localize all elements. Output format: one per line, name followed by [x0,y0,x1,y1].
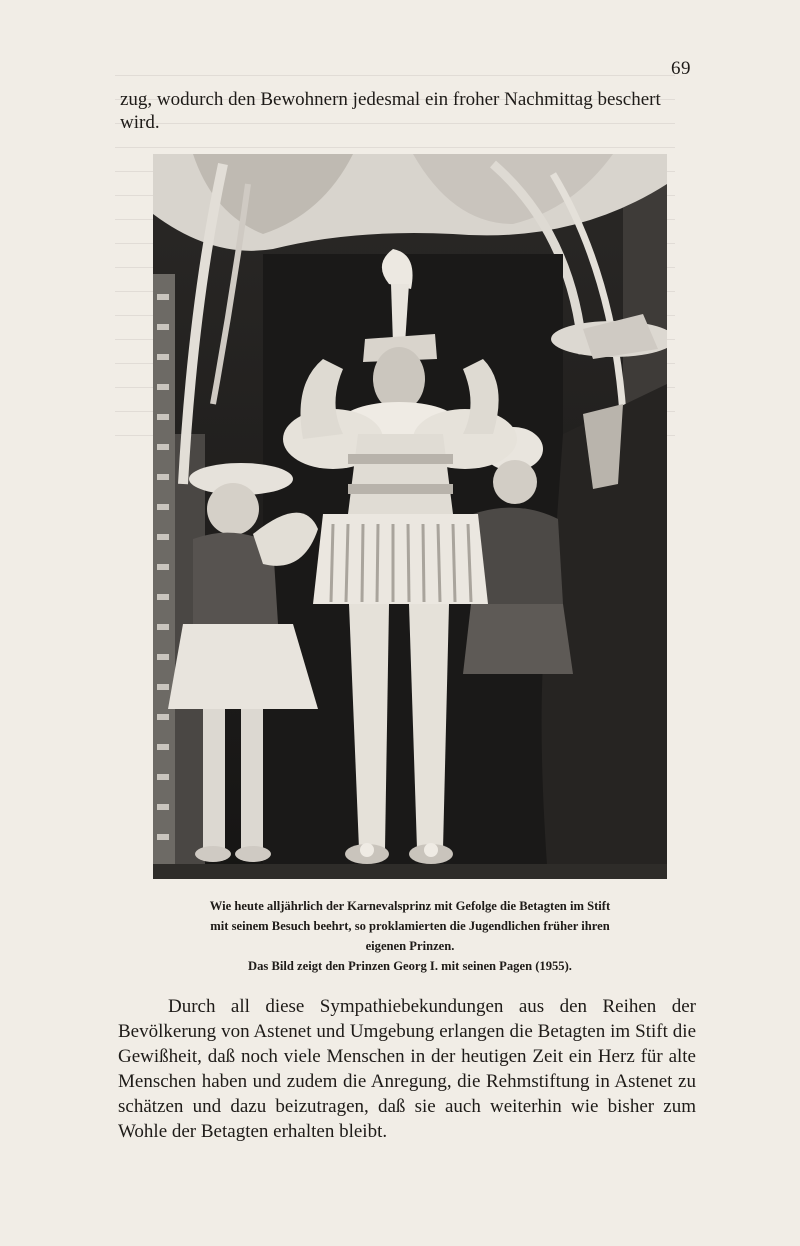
caption-line-4: Das Bild zeigt den Prinzen Georg I. mit seinen Pagen (1955). [248,959,572,973]
photo-caption [140,896,680,976]
caption-line-2: mit seinem Besuch beehrt, so proklamierten die Jugendlichen früher ihren [210,919,610,933]
photo-illustration [153,154,667,879]
body-paragraph: Durch all diese Sympathiebekundungen aus den Reihen der Bevölkerung von Astenet und Umgebung erlangen die Betagten im Stift die Gewißheit, daß noch viele Menschen in der heutigen Zeit ein Herz für alte Menschen haben und zudem die Anregung, die Rehmstiftung in Astenet zu schätzen und dazu beizutragen, daß sie auch weiterhin wie bisher zum Wohle der Betagten erhalten bleibt. [118,996,696,1142]
intro-paragraph: zug, wodurch den Bewohnern jedesmal ein froher Nachmittag beschert wird. [120,89,661,133]
caption-line-1: Wie heute alljährlich der Karnevalsprinz mit Gefolge die Betagten im Stift [209,899,611,913]
caption-line-3: eigenen Prinzen. [365,939,455,953]
page-number: 69 [671,58,691,79]
photo-carnival-prince [153,154,667,879]
